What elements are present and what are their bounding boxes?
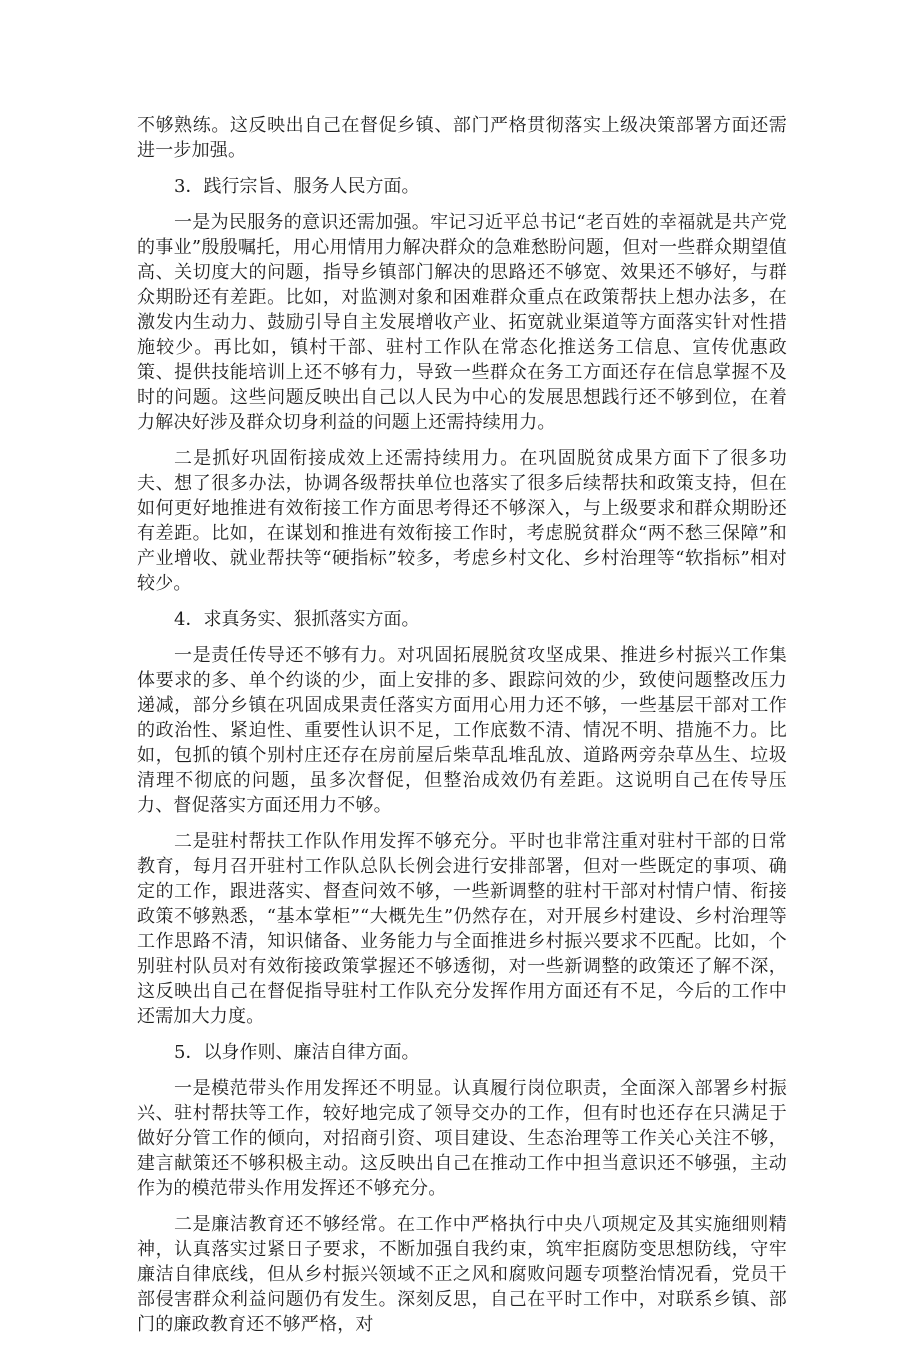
- body-paragraph: 二是驻村帮扶工作队作用发挥不够充分。平时也非常注重对驻村干部的日常教育，每月召开驻村工作队总队长例会进行安排部署，但对一些既定的事项、确定的工作，跟进落实、督查问效不够，一些新调整的驻村干部对村情户情、衔接政策不够熟悉，“基本掌柜”“大概先生”仍然存在，对开展乡村建设、乡村治理等工作思路不清，知识储备、业务能力与全面推进乡村振兴要求不匹配。比如，个别驻村队员对有效衔接政策掌握还不够透彻，对一些新调整的政策还了解不深，这反映出自己在督促指导驻村工作队充分发挥作用方面还有不足，今后的工作中还需加大力度。: [137, 831, 787, 1027]
- body-paragraph: 二是廉洁教育还不够经常。在工作中严格执行中央八项规定及其实施细则精神，认真落实过紧日子要求，不断加强自我约束，筑牢拒腐防变思想防线，守牢廉洁自律底线，但从乡村振兴领域不正之风和腐败问题专项整治情况看，党员干部侵害群众利益问题仍有发生。深刻反思，自己在平时工作中，对联系乡镇、部门的廉政教育还不够严格，对: [137, 1214, 787, 1335]
- body-paragraph: 一是为民服务的意识还需加强。牢记习近平总书记“老百姓的幸福就是共产党的事业”殷殷嘱托，用心用情用力解决群众的急难愁盼问题，但对一些群众期望值高、关切度大的问题，指导乡镇部门解决的思路还不够宽、效果还不够好，与群众期盼还有差距。比如，对监测对象和困难群众重点在政策帮扶上想办法多，在激发内生动力、鼓励引导自主发展增收产业、拓宽就业渠道等方面落实针对性措施较少。再比如，镇村干部、驻村工作队在常态化推送务工信息、宣传优惠政策、提供技能培训上还不够有力，导致一些群众在务工方面还存在信息掌握不及时的问题。这些问题反映出自己以人民为中心的发展思想践行还不够到位，在着力解决好涉及群众切身利益的问题上还需持续用力。: [137, 212, 787, 433]
- continuation-paragraph: 不够熟练。这反映出自己在督促乡镇、部门严格贯彻落实上级决策部署方面还需进一步加强。: [137, 115, 787, 161]
- section-heading-3: 3．践行宗旨、服务人民方面。: [174, 176, 420, 197]
- body-paragraph: 一是责任传导还不够有力。对巩固拓展脱贫攻坚成果、推进乡村振兴工作集体要求的多、单个约谈的少，面上安排的多、跟踪问效的少，致使问题整改压力递减，部分乡镇在巩固成果责任落实方面用心用力还不够，一些基层干部对工作的政治性、紧迫性、重要性认识不足，工作底数不清、情况不明、措施不力。比如，包抓的镇个别村庄还存在房前屋后柴草乱堆乱放、道路两旁杂草丛生、垃圾清理不彻底的问题，虽多次督促，但整治成效仍有差距。这说明自己在传导压力、督促落实方面还用力不够。: [137, 645, 787, 816]
- body-paragraph: 二是抓好巩固衔接成效上还需持续用力。在巩固脱贫成果方面下了很多功夫、想了很多办法，协调各级帮扶单位也落实了很多后续帮扶和政策支持，但在如何更好地推进有效衔接工作方面思考得还不够深入，与上级要求和群众期盼还有差距。比如，在谋划和推进有效衔接工作时，考虑脱贫群众“两不愁三保障”和产业增收、就业帮扶等“硬指标”较多，考虑乡村文化、乡村治理等“软指标”相对较少。: [137, 448, 787, 594]
- document-body: [137, 113, 787, 1348]
- body-paragraph: 一是模范带头作用发挥还不明显。认真履行岗位职责，全面深入部署乡村振兴、驻村帮扶等工作，较好地完成了领导交办的工作，但有时也还存在只满足于做好分管工作的倾向，对招商引资、项目建设、生态治理等工作关心关注不够，建言献策还不够积极主动。这反映出自己在推动工作中担当意识还不够强，主动作为的模范带头作用发挥还不够充分。: [137, 1078, 787, 1199]
- section-heading-4: 4．求真务实、狠抓落实方面。: [174, 609, 420, 630]
- section-heading-5: 5．以身作则、廉洁自律方面。: [174, 1042, 420, 1063]
